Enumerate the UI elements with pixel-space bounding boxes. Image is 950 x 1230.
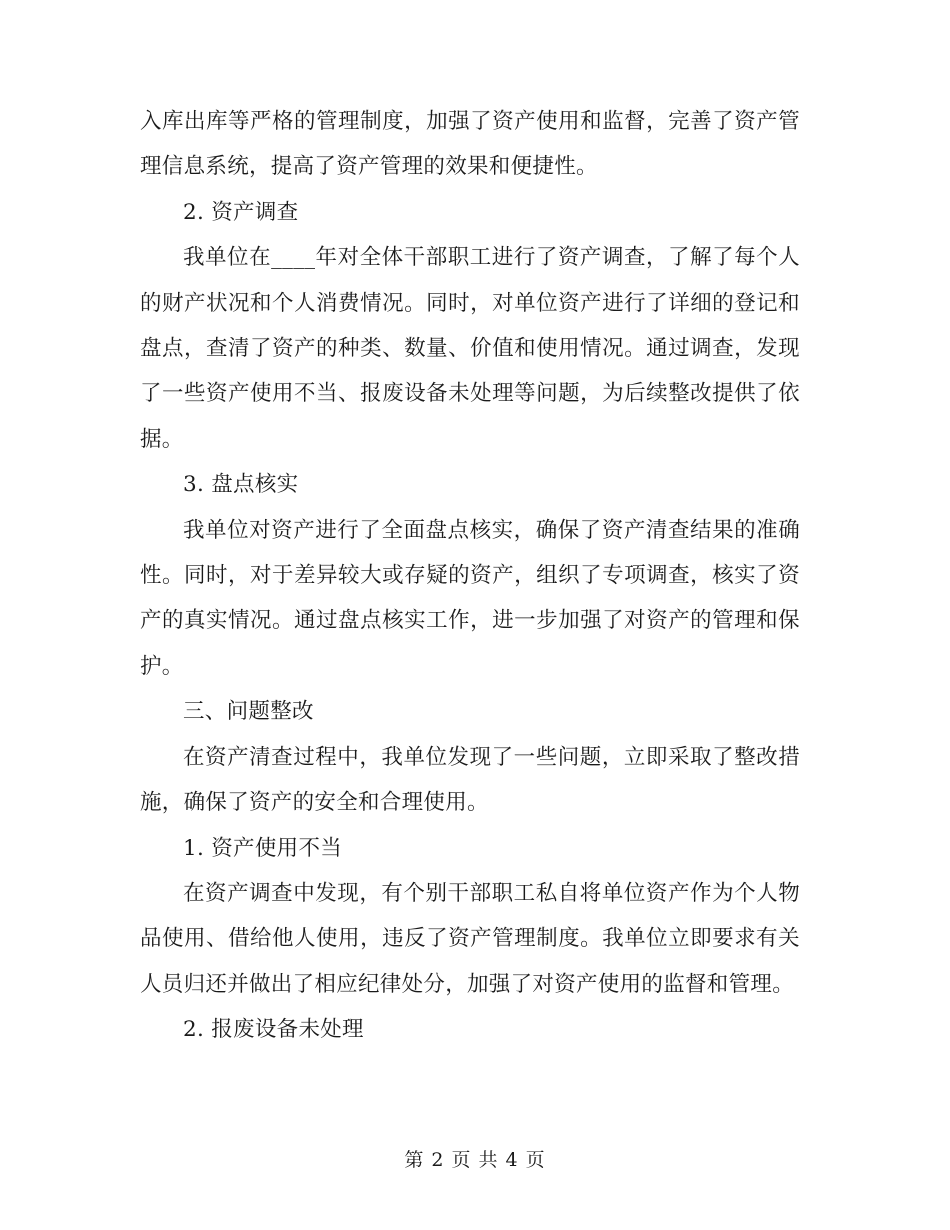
subsection-heading-scrapped-equipment: 2. 报废设备未处理 [183,1017,364,1043]
section-heading-asset-survey: 2. 资产调查 [183,199,299,225]
section-heading-inventory-check: 3. 盘点核实 [183,472,299,498]
paragraph-inventory-check: 我单位对资产进行了全面盘点核实，确保了资产清查结果的准确性。同时，对于差异较大或存疑的资产，组织了专项调查，核实了资产的真实情况。通过盘点核实工作，进一步加强了对资产的管理和保护。 [140,517,800,679]
document-body [140,99,800,1053]
section-heading-rectification: 三、问题整改 [183,699,314,725]
paragraph-rectification: 在资产清查过程中，我单位发现了一些问题，立即采取了整改措施，确保了资产的安全和合理使用。 [140,744,800,816]
page-footer: 第 2 页 共 4 页 [404,1149,546,1171]
paragraph-asset-survey: 我单位在____年对全体干部职工进行了资产调查，了解了每个人的财产状况和个人消费情况。同时，对单位资产进行了详细的登记和盘点，查清了资产的种类、数量、价值和使用情况。通过调查，发现了一些资产使用不当、报废设备未处理等问题，为后续整改提供了依据。 [140,245,800,452]
subsection-heading-improper-use: 1. 资产使用不当 [183,835,343,861]
paragraph-improper-use: 在资产调查中发现，有个别干部职工私自将单位资产作为个人物品使用、借给他人使用，违反了资产管理制度。我单位立即要求有关人员归还并做出了相应纪律处分，加强了对资产使用的监督和管理。 [140,880,800,997]
paragraph-continuation: 入库出库等严格的管理制度，加强了资产使用和监督，完善了资产管理信息系统，提高了资产管理的效果和便捷性。 [140,109,800,180]
